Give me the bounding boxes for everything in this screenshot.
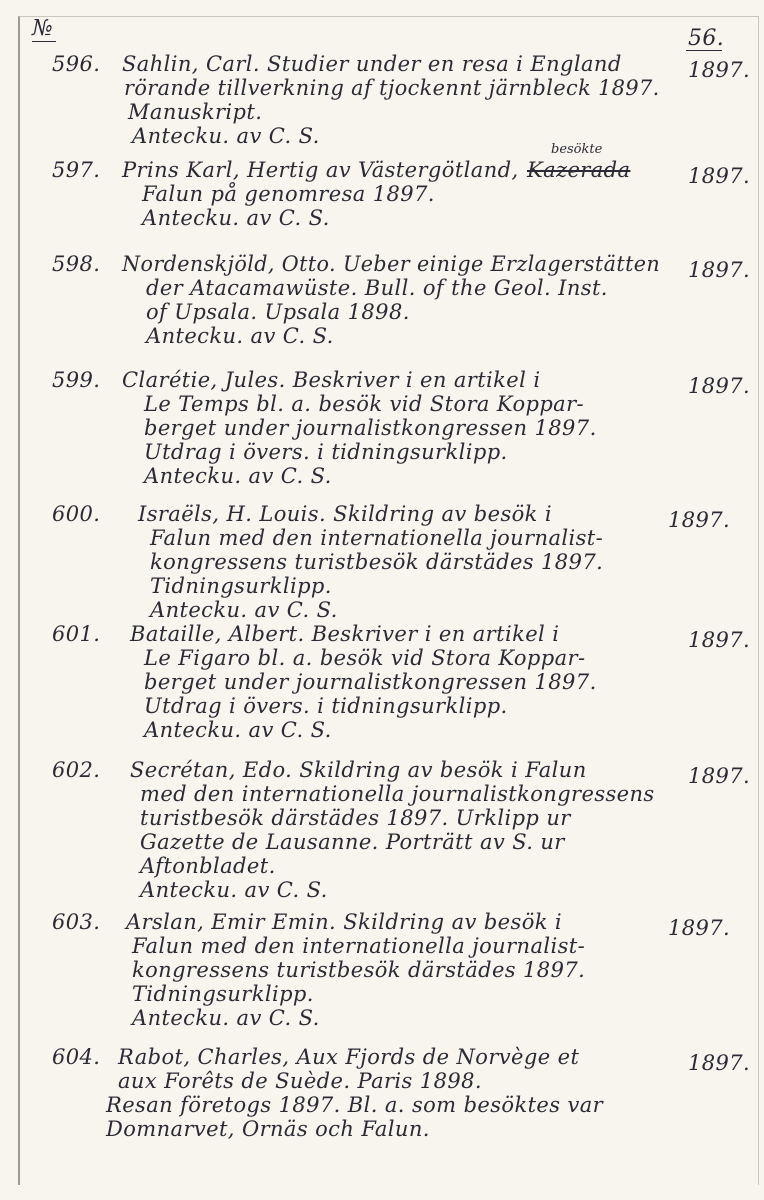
entry-year: 1897. xyxy=(688,58,751,82)
entry-line: Tidningsurklipp. xyxy=(132,982,314,1006)
entry-number: 603. xyxy=(52,910,101,934)
entry-line: Falun med den internationella journalist- xyxy=(132,934,586,958)
entry-number: 599. xyxy=(52,368,101,392)
entry-line: Israëls, H. Louis. Skildring av besök i xyxy=(138,502,552,526)
entry-line: Antecku. av C. S. xyxy=(146,324,334,348)
struck-word: Kazerada xyxy=(527,158,631,182)
entry-number: 600. xyxy=(52,502,101,526)
entry-line: Nordenskjöld, Otto. Ueber einige Erzlagerstätten xyxy=(122,252,661,276)
entry-line: Antecku. av C. S. xyxy=(132,124,320,148)
entry-number: 598. xyxy=(52,252,101,276)
entry-line: Prins Karl, Hertig av Västergötland, xyxy=(122,158,519,182)
entry-line: Arslan, Emir Emin. Skildring av besök i xyxy=(126,910,563,934)
entry-line: rörande tillverkning af tjockennt järnbleck 1897. xyxy=(124,76,660,100)
entry-number: 604. xyxy=(52,1045,101,1069)
entry-line: Antecku. av C. S. xyxy=(150,598,338,622)
page-number: 56. xyxy=(688,26,725,51)
entry-line: Falun på genomresa 1897. xyxy=(142,182,435,206)
entry-year: 1897. xyxy=(688,164,751,188)
entry-line: Antecku. av C. S. xyxy=(144,718,332,742)
entry-number: 596. xyxy=(52,52,101,76)
entry-line: turistbesök därstädes 1897. Urklipp ur xyxy=(140,806,571,830)
entry-line: kongressens turistbesök därstädes 1897. xyxy=(150,550,604,574)
number-label-underline xyxy=(32,41,56,42)
entry-line: Gazette de Lausanne. Porträtt av S. ur xyxy=(140,830,565,854)
inserted-word: besökte xyxy=(551,142,603,157)
entry-line: of Upsala. Upsala 1898. xyxy=(146,300,410,324)
entry-year: 1897. xyxy=(688,258,751,282)
entry-line: Rabot, Charles, Aux Fjords de Norvège et xyxy=(118,1045,580,1069)
entry-line: med den internationella journalistkongressens xyxy=(140,782,655,806)
entry-year: 1897. xyxy=(688,628,751,652)
entry-number: 597. xyxy=(52,158,101,182)
entry-line: Manuskript. xyxy=(128,100,263,124)
entry-line: Le Temps bl. a. besök vid Stora Koppar- xyxy=(144,392,585,416)
entry-line: kongressens turistbesök därstädes 1897. xyxy=(132,958,586,982)
entry-line: Clarétie, Jules. Beskriver i en artikel i xyxy=(122,368,541,392)
entry-line: Bataille, Albert. Beskriver i en artikel i xyxy=(130,622,560,646)
entry-line: aux Forêts de Suède. Paris 1898. xyxy=(118,1069,482,1093)
entry-year: 1897. xyxy=(688,374,751,398)
entry-line: Utdrag i övers. i tidningsurklipp. xyxy=(144,440,508,464)
page-number-underline xyxy=(686,50,722,51)
entry-line: berget under journalistkongressen 1897. xyxy=(144,670,597,694)
entry-line: Falun med den internationella journalist- xyxy=(150,526,604,550)
entry-line: Antecku. av C. S. xyxy=(144,464,332,488)
entry-year: 1897. xyxy=(688,764,751,788)
entry-line: Le Figaro bl. a. besök vid Stora Koppar- xyxy=(144,646,586,670)
entry-number: 602. xyxy=(52,758,101,782)
entry-line: Sahlin, Carl. Studier under en resa i England xyxy=(122,52,622,76)
entry-line: der Atacamawüste. Bull. of the Geol. Inst. xyxy=(146,276,608,300)
entry-line: berget under journalistkongressen 1897. xyxy=(144,416,597,440)
entry-line: Domnarvet, Ornäs och Falun. xyxy=(106,1117,430,1141)
entry-year: 1897. xyxy=(668,508,731,532)
entry-year: 1897. xyxy=(688,1051,751,1075)
entry-year: 1897. xyxy=(668,916,731,940)
entry-line: Antecku. av C. S. xyxy=(132,1006,320,1030)
entry-line: Tidningsurklipp. xyxy=(150,574,332,598)
entry-line: Utdrag i övers. i tidningsurklipp. xyxy=(144,694,508,718)
entry-line: Aftonbladet. xyxy=(140,854,276,878)
entry-line: Resan företogs 1897. Bl. a. som besöktes var xyxy=(106,1093,604,1117)
entry-number: 601. xyxy=(52,622,101,646)
entry-line: Secrétan, Edo. Skildring av besök i Falun xyxy=(130,758,587,782)
number-column-label: № xyxy=(32,16,54,41)
entry-line: Antecku. av C. S. xyxy=(142,206,330,230)
entry-line: Antecku. av C. S. xyxy=(140,878,328,902)
